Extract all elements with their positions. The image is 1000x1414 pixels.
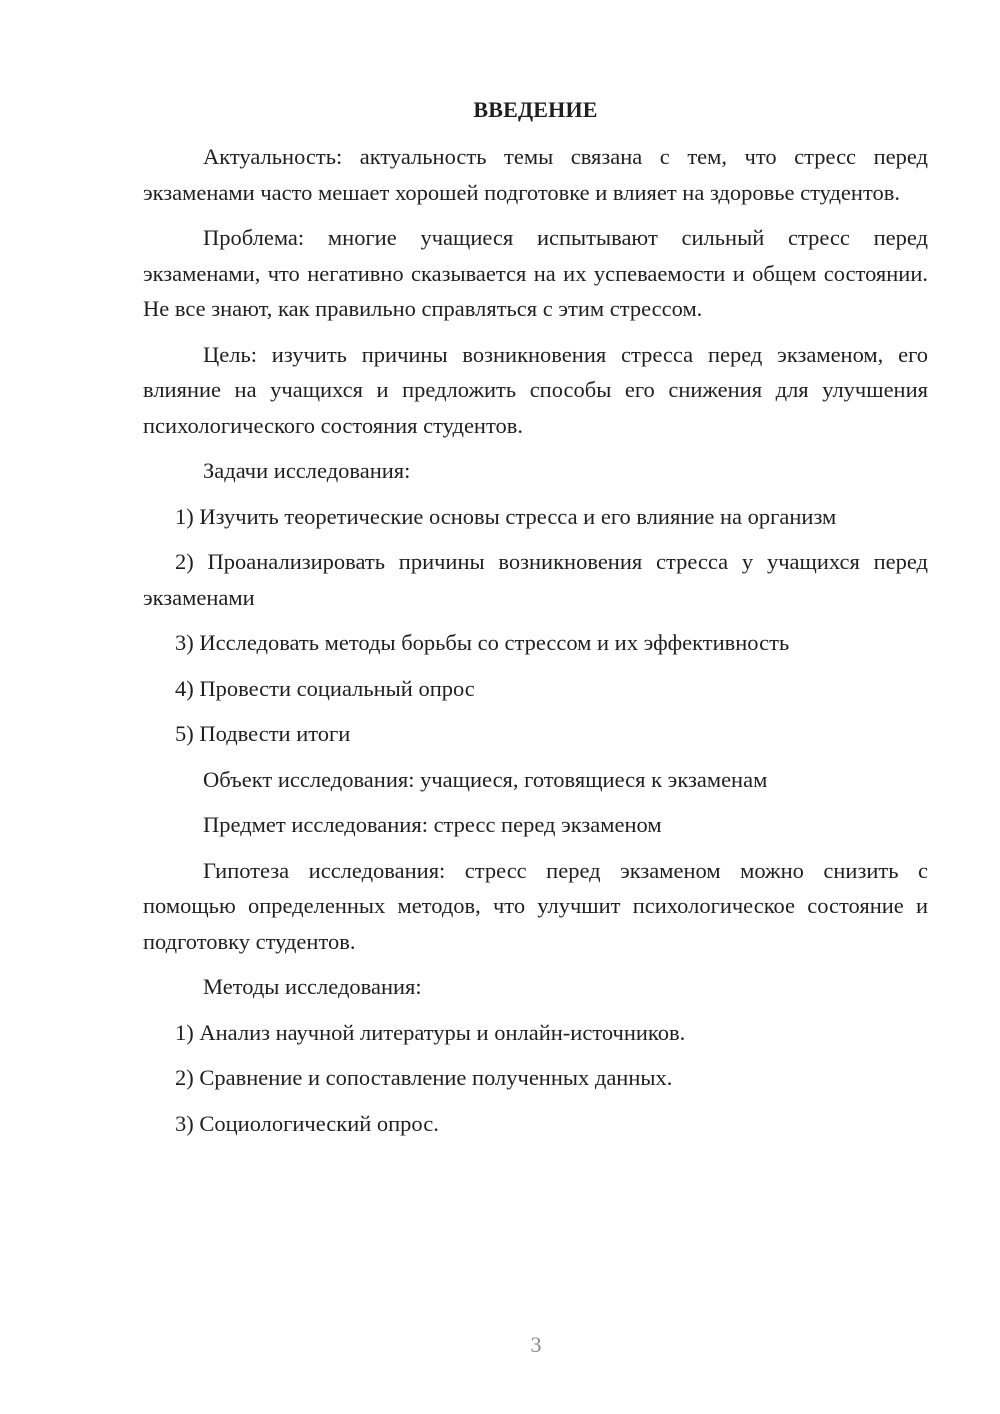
research-subject: Предмет исследования: стресс перед экзаменом — [203, 812, 662, 837]
task-item-1: 1) Изучить теоретические основы стресса и его влияние на организм — [175, 503, 837, 529]
tasks-heading: Задачи исследования: — [203, 458, 411, 483]
relevance-paragraph: Актуальность: актуальность темы связана с тем, что стресс перед экзаменами часто мешает хорошей подготовке и влияет на здоровье студентов. — [143, 144, 928, 205]
hypothesis-paragraph: Гипотеза исследования: стресс перед экзаменом можно снизить с помощью определенных методов, что улучшит психологическое состояние и подготовку студентов. — [143, 857, 928, 954]
task-item-4: 4) Провести социальный опрос — [175, 675, 475, 701]
page-number: 3 — [530, 1332, 542, 1357]
method-item-2: 2) Сравнение и сопоставление полученных данных. — [175, 1065, 673, 1090]
problem-paragraph: Проблема: многие учащиеся испытывают сильный стресс перед экзаменами, что негативно сказывается на их успеваемости и общем состоянии. Не все знают, как правильно справляться с этим стрессом. — [143, 225, 928, 321]
document-page — [143, 95, 928, 1151]
goal-paragraph: Цель: изучить причины возникновения стресса перед экзаменом, его влияние на учащихся и предложить способы его снижения для улучшения психологического состояния студентов. — [143, 341, 928, 438]
task-item-5: 5) Подвести итоги — [175, 721, 351, 746]
section-title: ВВЕДЕНИЕ — [473, 97, 598, 122]
method-item-3: 3) Социологический опрос. — [175, 1110, 439, 1136]
method-item-1: 1) Анализ научной литературы и онлайн-источников. — [175, 1019, 686, 1045]
task-item-3: 3) Исследовать методы борьбы со стрессом и их эффективность — [175, 630, 790, 655]
task-item-2: 2) Проанализировать причины возникновения стресса у учащихся перед экзаменами — [143, 549, 928, 610]
methods-heading: Методы исследования: — [203, 974, 422, 999]
research-object: Объект исследования: учащиеся, готовящиеся к экзаменам — [203, 766, 768, 792]
